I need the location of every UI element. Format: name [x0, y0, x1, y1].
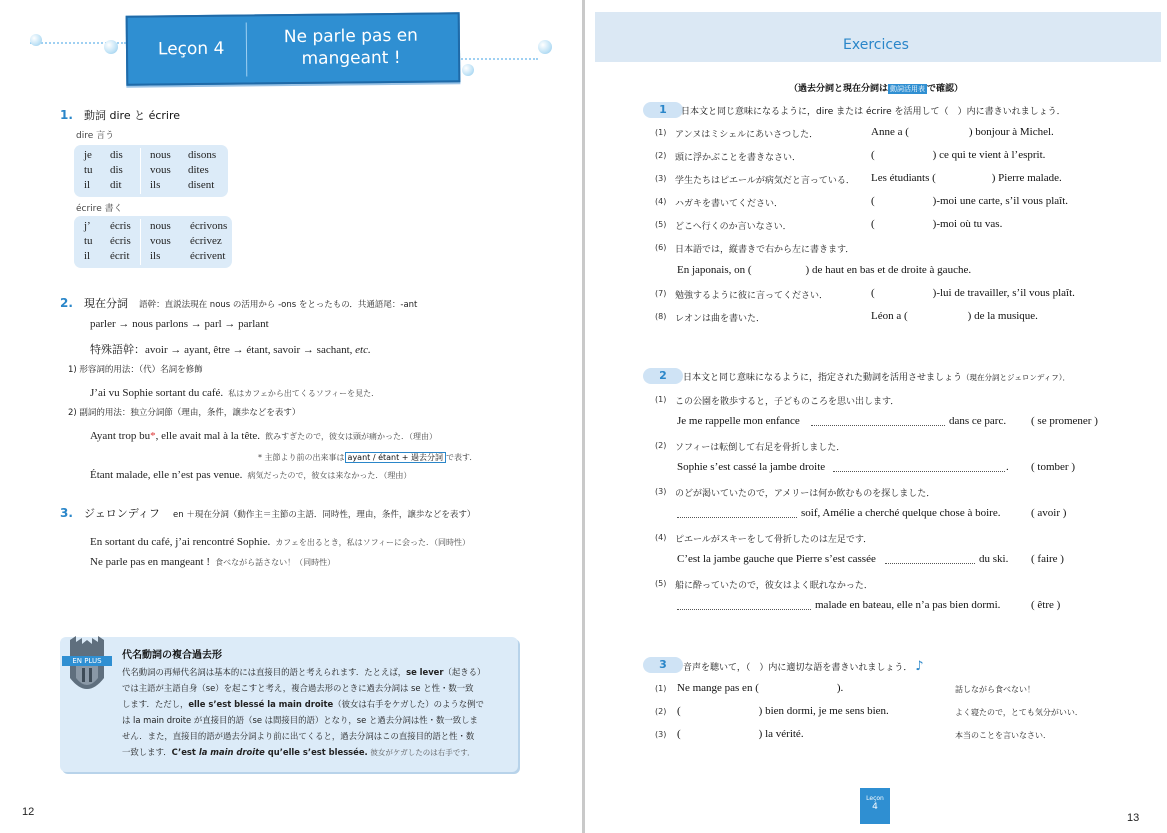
french-text: Anne a ( — [871, 126, 909, 138]
item-japanese: レオンは曲を書いた． — [675, 314, 766, 324]
pronoun: je — [84, 149, 92, 161]
pronoun: j’ — [84, 220, 91, 232]
item-french — [677, 264, 971, 276]
item-french — [677, 705, 889, 717]
en-plus-title: 代名動詞の複合過去形 — [122, 650, 222, 661]
verb-form: disons — [188, 149, 217, 161]
item-number: (8) — [655, 312, 667, 321]
section-description: en ＋現在分詞（動作主＝主節の主語．同時性，理由，条件，譲歩などを表す） — [173, 510, 476, 520]
exercise-1-instruction: 日本文と同じ意味になるように，dire または écrire を活用して（ ）内に書きいれましょう． — [681, 107, 1066, 117]
section-3-heading — [60, 502, 475, 521]
en-plus-badge: EN PLUS — [62, 656, 112, 666]
item-french-start: Je me rappelle mon enfance — [677, 415, 800, 427]
en-plus-shield-icon — [66, 634, 108, 704]
item-japanese: どこへ行くのか言いなさい． — [675, 222, 792, 232]
item-french — [871, 218, 1002, 230]
ecrire-conjugation-table — [74, 216, 232, 268]
pronoun: tu — [84, 164, 93, 176]
item-number: (3) — [655, 174, 667, 183]
french-text: )-moi où tu vas. — [932, 218, 1003, 230]
item-french-start: Sophie s’est cassé la jambe droite — [677, 461, 826, 473]
item-japanese: ソフィーは転倒して右足を骨折しました． — [675, 443, 846, 453]
verb-form: dis — [110, 164, 123, 176]
irregular-stems — [90, 341, 371, 357]
bubble-decoration — [538, 40, 552, 54]
pronoun: ils — [150, 250, 161, 262]
body-text: 一致します． — [122, 747, 172, 757]
item-japanese: 勉強するように彼に言ってください． — [675, 291, 829, 301]
answer-line[interactable] — [811, 414, 945, 426]
exercise-1-number: 1 — [643, 102, 683, 118]
pronoun: nous — [150, 149, 171, 161]
verb-form: écrit — [110, 250, 130, 262]
usage-1-example — [90, 381, 379, 400]
exercise-2-instruction — [683, 370, 1070, 383]
item-japanese: アンヌはミシェルにあいさつした． — [675, 130, 819, 140]
verb-form: dites — [188, 164, 209, 176]
item-number: (1) — [655, 128, 667, 137]
verb-hint: ( être ) — [1031, 599, 1061, 611]
en-plus-line: は la main droite が直接目的語（se は間接目的語）となり，se と過去分詞は性・数一致しま — [122, 715, 478, 725]
item-french-end: soif, Amélie a cherché quelque chose à boire. — [801, 507, 1001, 519]
dire-conjugation-table — [74, 145, 228, 197]
en-plus-line — [122, 744, 512, 761]
section-number: 2. — [60, 296, 73, 310]
verb-form: écris — [110, 235, 131, 247]
french-text: ) ce qui te vient à l’esprit. — [932, 149, 1046, 161]
decorative-dotted-line — [458, 58, 538, 62]
subtitle-text: （過去分詞と現在分詞は — [788, 84, 888, 94]
item-number: (2) — [655, 707, 667, 716]
usage-2-example-1 — [90, 424, 437, 443]
japanese-translation: 飲みすぎたので，彼女は頭が痛かった．（理由） — [265, 432, 437, 441]
item-number: (6) — [655, 243, 667, 252]
instruction-note: （現在分詞とジェロンディフ）． — [962, 373, 1071, 382]
instruction-text: 音声を聴いて，（ ）内に適切な語を書きいれましょう． — [683, 663, 913, 673]
bubble-decoration — [104, 40, 118, 54]
item-french — [871, 149, 1045, 161]
verb-form: écris — [110, 220, 131, 232]
item-japanese: この公園を散歩すると，子どものころを思い出します． — [675, 397, 900, 407]
japanese-translation: 食べながら話さない！（同時性） — [215, 558, 336, 567]
item-french — [871, 126, 1054, 138]
french-text: ( — [871, 195, 875, 207]
item-french-start: C’est la jambe gauche que Pierre s’est cassée — [677, 553, 876, 565]
note-text: * 主節より前の出来事は — [258, 453, 345, 462]
verb-form: écrivons — [190, 220, 228, 232]
subtitle-text: で確認） — [927, 84, 964, 94]
verb-form: dis — [110, 149, 123, 161]
table-divider — [140, 148, 141, 194]
page-number: 12 — [22, 806, 35, 818]
japanese-translation: カフェを出るとき，私はソフィーに会った．（同時性） — [275, 538, 470, 547]
french-example: Étant malade, elle n’est pas venue. — [90, 469, 243, 481]
audio-note-icon[interactable]: ♪ — [915, 659, 924, 674]
french-text: ( — [871, 218, 875, 230]
body-emphasis-italic: la main droite — [198, 747, 265, 757]
item-french — [871, 287, 1075, 299]
pronoun: nous — [150, 220, 171, 232]
right-page — [585, 0, 1167, 833]
item-japanese: 頭に浮かぶことを書きなさい． — [675, 153, 802, 163]
gerund-example-1 — [90, 530, 470, 549]
body-emphasis: qu’elle s’est blessée. — [264, 747, 368, 757]
section-title: ジェロンディフ — [84, 507, 160, 520]
lesson-label: Leçon 4 — [157, 38, 225, 60]
item-french — [871, 310, 1038, 322]
french-text: )-lui de travailler, s’il vous plaît. — [932, 287, 1075, 299]
body-translation: 彼女がケガしたのは右手です． — [370, 748, 475, 757]
item-japanese: 本当のことを言いなさい． — [955, 731, 1051, 740]
french-example: J’ai vu Sophie sortant du café. — [90, 387, 224, 399]
usage-1-title: 1) 形容詞的用法：（代）名詞を修飾 — [68, 365, 203, 375]
french-text: )-moi une carte, s’il vous plaît. — [932, 195, 1068, 207]
exercise-3-instruction — [683, 659, 924, 674]
en-plus-line — [122, 696, 512, 712]
french-text: ( — [871, 149, 875, 161]
french-text: ) la vérité. — [758, 728, 804, 740]
note-boxed-text: ayant / étant + 過去分詞 — [345, 452, 446, 463]
section-1-heading — [60, 104, 180, 123]
japanese-translation: 私はカフェから出てくるソフィーを見た． — [228, 389, 380, 398]
item-number: (1) — [655, 684, 667, 693]
french-text: ). — [836, 682, 844, 694]
lesson-tab — [860, 788, 890, 824]
french-text: ) bien dormi, je me sens bien. — [758, 705, 889, 717]
item-french — [871, 195, 1068, 207]
french-text: ( — [871, 287, 875, 299]
asterisk-mark: * — [150, 430, 156, 442]
page-number: 13 — [1127, 812, 1140, 824]
item-french-end: malade en bateau, elle n’a pas bien dormi. — [815, 599, 1001, 611]
usage-2-note — [258, 445, 477, 464]
usage-2-example-2 — [90, 463, 411, 482]
answer-line[interactable] — [677, 506, 797, 518]
en-plus-line: では主語が主語自身（se）を起こすと考え，複合過去形のときに過去分詞は se と性・数一致 — [122, 683, 474, 693]
item-japanese: ピエールがスキーをして骨折したのは左足です． — [675, 535, 873, 545]
exercise-2-number: 2 — [643, 368, 683, 384]
section-title: 現在分詞 — [84, 297, 129, 310]
pronoun: vous — [150, 164, 171, 176]
answer-line[interactable] — [677, 598, 811, 610]
body-emphasis: elle s’est blessé la main droite — [188, 699, 334, 709]
item-number: (4) — [655, 197, 667, 206]
usage-2-title: 2) 副詞的用法：独立分詞節（理由，条件，譲歩などを表す） — [68, 408, 301, 418]
item-number: (5) — [655, 220, 667, 229]
section-number: 1. — [60, 108, 73, 122]
bubble-decoration — [30, 34, 42, 46]
bubble-decoration — [462, 64, 474, 76]
item-french-end: . — [1006, 461, 1009, 473]
section-title: 動詞 dire と écrire — [84, 109, 181, 122]
instruction-text: 日本文と同じ意味になるように，指定された動詞を活用させましょう — [683, 373, 963, 383]
irregular-stems-text: 特殊語幹：avoir → ayant, être → étant, savoir → sachant, — [90, 344, 356, 356]
french-text: ) de la musique. — [967, 310, 1038, 322]
french-text: ) bonjour à Michel. — [968, 126, 1054, 138]
body-emphasis: C’est — [171, 747, 199, 757]
lesson-title: Ne parle pas en mangeant ! — [283, 25, 419, 69]
item-french — [871, 172, 1062, 184]
en-plus-line: せん．また，直接目的語が過去分詞より前に出てくると，過去分詞はこの直接目的語と性・数 — [122, 731, 475, 741]
section-2-heading — [60, 292, 417, 311]
item-french-end: du ski. — [979, 553, 1009, 565]
french-example-cont: , elle avait mal à la tête. — [155, 430, 261, 442]
body-text: （彼女は右手をケガした）のような例で — [333, 699, 484, 709]
item-number: (5) — [655, 579, 667, 588]
left-page — [0, 0, 582, 833]
verb-form: dit — [110, 179, 122, 191]
verb-form: écrivent — [190, 250, 226, 262]
en-plus-line — [122, 664, 512, 680]
body-text: します．ただし， — [122, 699, 189, 709]
body-text: 代名動詞の再帰代名詞は基本的には直接目的語と考えられます．たとえば， — [122, 667, 407, 677]
french-text: ) de haut en bas et de droite à gauche. — [805, 264, 972, 276]
item-number: (2) — [655, 441, 667, 450]
french-text: ( — [677, 705, 681, 717]
exercise-3-number: 3 — [643, 657, 683, 673]
verb-hint: ( tomber ) — [1031, 461, 1075, 473]
pronoun: ils — [150, 179, 161, 191]
item-number: (7) — [655, 289, 667, 298]
exercises-title: Exercices — [843, 37, 909, 53]
answer-line[interactable] — [833, 460, 1005, 472]
item-number: (2) — [655, 151, 667, 160]
french-text: ( — [677, 728, 681, 740]
item-japanese: 船に酔っていたので，彼女はよく眠れなかった． — [675, 581, 873, 591]
en-plus-box — [60, 637, 518, 772]
exercises-subtitle — [585, 76, 1167, 95]
derivation-example: parler → nous parlons → parl → parlant — [90, 318, 269, 330]
pronoun: il — [84, 250, 91, 262]
lesson-banner — [126, 12, 461, 85]
french-text: Ne mange pas en ( — [677, 682, 759, 694]
item-french-end: dans ce parc. — [949, 415, 1007, 427]
item-number: (4) — [655, 533, 667, 542]
item-japanese: ハガキを書いてください． — [675, 199, 784, 209]
item-number: (3) — [655, 730, 667, 739]
item-french — [677, 682, 843, 694]
item-japanese: 話しながら食べない！ — [955, 685, 1035, 694]
item-japanese: のどが渇いていたので，アメリーは何か飲むものを探しました． — [675, 489, 936, 499]
verb-form: écrivez — [190, 235, 222, 247]
pronoun: vous — [150, 235, 171, 247]
banner-divider — [246, 22, 248, 76]
pronoun: tu — [84, 235, 93, 247]
table-divider — [140, 219, 141, 265]
item-number: (3) — [655, 487, 667, 496]
lesson-tab-number: 4 — [872, 802, 878, 812]
dire-label: dire 言う — [76, 131, 115, 141]
en-plus-body — [122, 664, 512, 761]
french-text: Léon a ( — [871, 310, 908, 322]
french-example: En sortant du café, j’ai rencontré Sophie. — [90, 536, 271, 548]
french-example: Ayant trop bu — [90, 430, 151, 442]
item-number: (1) — [655, 395, 667, 404]
answer-line[interactable] — [885, 552, 975, 564]
lesson-tab-label: Leçon — [866, 795, 884, 802]
note-text-end: で表す． — [446, 453, 478, 462]
verb-hint: ( se promener ) — [1031, 415, 1098, 427]
ecrire-label: écrire 書く — [76, 204, 123, 214]
section-description: 語幹：直説法現在 nous の活用から -ons をとったもの．共通語尾：-ant — [139, 300, 418, 310]
body-emphasis: se lever — [406, 667, 444, 677]
etc-text: etc. — [355, 344, 371, 356]
item-french — [677, 728, 804, 740]
verb-hint: ( faire ) — [1031, 553, 1064, 565]
french-text: Les étudiants ( — [871, 172, 936, 184]
pronoun: il — [84, 179, 91, 191]
item-japanese: 日本語では，縦書きで右から左に書きます． — [675, 245, 855, 255]
verb-hint: ( avoir ) — [1031, 507, 1067, 519]
verb-form: disent — [188, 179, 215, 191]
conjugation-table-badge: 動詞活用表 — [890, 85, 925, 93]
gerund-example-2 — [90, 550, 335, 569]
section-number: 3. — [60, 506, 73, 520]
japanese-translation: 病気だったので，彼女は来なかった．（理由） — [247, 471, 412, 480]
french-text: En japonais, on ( — [677, 264, 752, 276]
french-text: ) Pierre malade. — [991, 172, 1062, 184]
french-example: Ne parle pas en mangeant ! — [90, 556, 211, 568]
item-japanese: 学生たちはピエールが病気だと言っている． — [675, 176, 855, 186]
item-japanese: よく寝たので，とても気分がいい． — [955, 708, 1083, 717]
body-text: （起きる） — [443, 667, 486, 677]
